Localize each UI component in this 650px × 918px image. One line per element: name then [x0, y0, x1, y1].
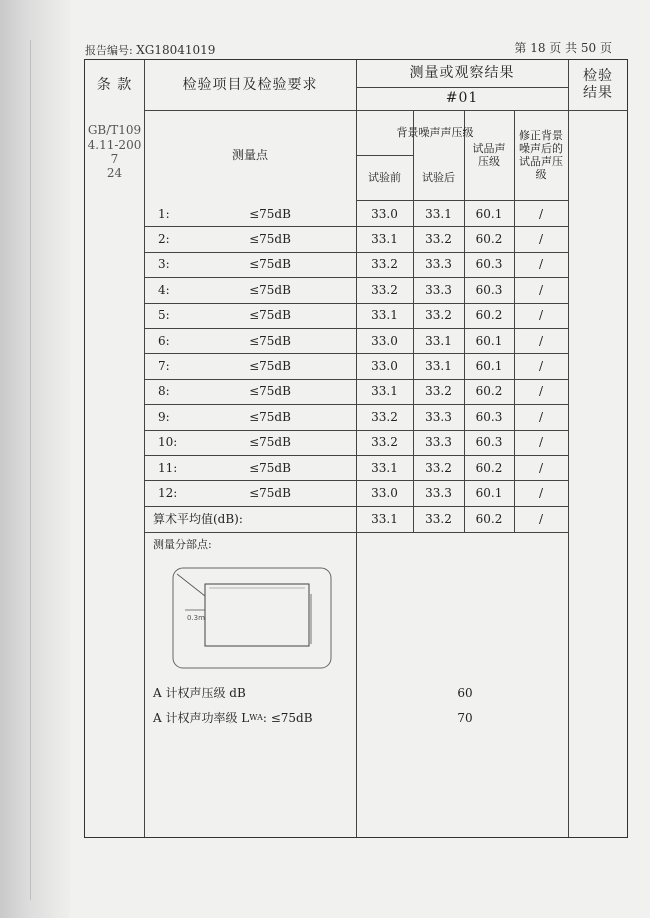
- sample-number: #01: [445, 90, 479, 107]
- background-before-value: 33.1: [371, 308, 398, 323]
- before-test-header: 试验前: [368, 170, 401, 184]
- corrected-level-value: /: [538, 485, 544, 500]
- noise-limit: ≤75dB: [249, 206, 291, 221]
- measure-point-number: 6:: [158, 333, 170, 348]
- noise-limit: ≤75dB: [249, 333, 291, 348]
- report-number-value: XG18041019: [136, 43, 216, 57]
- average-corrected: /: [538, 511, 544, 526]
- corrected-level-value: /: [538, 308, 544, 323]
- sample-level-value: 60.1: [475, 206, 503, 221]
- noise-limit: ≤75dB: [249, 409, 291, 424]
- background-before-value: 33.1: [371, 384, 398, 399]
- background-after-value: 33.1: [425, 333, 452, 348]
- clause-number: 24: [106, 165, 123, 180]
- average-label: 算术平均值(dB):: [153, 511, 243, 526]
- background-after-value: 33.1: [425, 358, 452, 373]
- measure-point-number: 5:: [158, 308, 170, 323]
- sample-level-value: 60.2: [475, 231, 503, 246]
- measure-point-number: 11:: [158, 460, 178, 475]
- corrected-level-header: 修正背景噪声后的试品声压级: [519, 128, 563, 182]
- sample-level-value: 60.1: [475, 485, 503, 500]
- background-after-value: 33.2: [425, 460, 452, 475]
- inspection-table: [84, 59, 628, 838]
- a-weighted-power-label: [153, 708, 363, 728]
- clause-header: 条 款: [96, 76, 133, 93]
- measure-point-number: 7:: [158, 358, 170, 373]
- noise-limit: ≤75dB: [249, 384, 291, 399]
- power-label-text: A 计权声功率级 L: [153, 710, 250, 725]
- measure-point-number: 1:: [158, 206, 170, 221]
- background-after-value: 33.2: [425, 308, 452, 323]
- background-before-value: 33.0: [371, 206, 398, 221]
- background-before-value: 33.1: [371, 231, 398, 246]
- binding-line: [30, 40, 31, 900]
- sample-level-value: 60.1: [475, 358, 503, 373]
- measure-point-number: 9:: [158, 409, 170, 424]
- background-after-value: 33.3: [425, 409, 452, 424]
- average-sample: 60.2: [475, 511, 503, 526]
- corrected-level-value: /: [538, 257, 544, 272]
- background-after-value: 33.3: [425, 257, 452, 272]
- power-label-subscript: WA: [249, 713, 263, 723]
- background-after-value: 33.3: [425, 435, 452, 450]
- after-test-header: 试验后: [422, 170, 455, 184]
- conclusion-header: 检验结果: [583, 68, 613, 101]
- background-before-value: 33.0: [371, 358, 398, 373]
- measure-point-number: 12:: [158, 485, 178, 500]
- noise-limit: ≤75dB: [249, 282, 291, 297]
- background-before-value: 33.1: [371, 460, 398, 475]
- sample-level-value: 60.2: [475, 308, 503, 323]
- item-header: 检验项目及检验要求: [182, 76, 318, 93]
- measure-point-number: 3:: [158, 257, 170, 272]
- noise-limit: ≤75dB: [249, 231, 291, 246]
- corrected-level-value: /: [538, 358, 544, 373]
- background-before-value: 33.2: [371, 435, 398, 450]
- corrected-level-value: /: [538, 460, 544, 475]
- sample-level-header: 试品声压级: [472, 141, 506, 168]
- sample-level-value: 60.2: [475, 384, 503, 399]
- background-after-value: 33.3: [425, 485, 452, 500]
- sample-level-value: 60.2: [475, 460, 503, 475]
- power-limit: : ≤75dB: [262, 710, 313, 725]
- noise-limit: ≤75dB: [249, 257, 291, 272]
- page-info: 第 18 页 共 50 页: [514, 41, 612, 55]
- clause-reference: GB/T1094.11-2007: [87, 123, 142, 167]
- average-before: 33.1: [371, 511, 398, 526]
- a-weighted-power-value: 70: [457, 710, 473, 725]
- measure-point-number: 8:: [158, 384, 170, 399]
- sample-level-value: 60.3: [475, 257, 503, 272]
- background-before-value: 33.2: [371, 257, 398, 272]
- distance-label: 0.3m: [187, 614, 205, 622]
- sample-level-value: 60.1: [475, 333, 503, 348]
- corrected-level-value: /: [538, 206, 544, 221]
- background-before-value: 33.2: [371, 409, 398, 424]
- report-number: [85, 42, 215, 58]
- distribution-label: 测量分部点:: [153, 538, 212, 552]
- background-after-value: 33.1: [425, 206, 452, 221]
- a-weighted-pressure-value: 60: [457, 685, 473, 700]
- noise-limit: ≤75dB: [249, 460, 291, 475]
- background-after-value: 33.2: [425, 231, 452, 246]
- sample-level-value: 60.3: [475, 409, 503, 424]
- measure-point-number: 2:: [158, 231, 170, 246]
- measure-point-header: 测量点: [231, 147, 268, 162]
- noise-limit: ≤75dB: [249, 358, 291, 373]
- background-after-value: 33.3: [425, 282, 452, 297]
- average-after: 33.2: [425, 511, 452, 526]
- background-before-value: 33.0: [371, 333, 398, 348]
- background-before-value: 33.2: [371, 282, 398, 297]
- measure-point-number: 4:: [158, 282, 170, 297]
- noise-limit: ≤75dB: [249, 435, 291, 450]
- sample-level-value: 60.3: [475, 435, 503, 450]
- measurement-point-diagram: [169, 566, 339, 672]
- background-noise-header: 背景噪声声压级: [396, 125, 474, 139]
- sample-level-value: 60.3: [475, 282, 503, 297]
- noise-limit: ≤75dB: [249, 308, 291, 323]
- corrected-level-value: /: [538, 409, 544, 424]
- a-weighted-pressure-label: A 计权声压级 dB: [153, 685, 246, 700]
- corrected-level-value: /: [538, 333, 544, 348]
- corrected-level-value: /: [538, 435, 544, 450]
- measure-point-number: 10:: [158, 435, 178, 450]
- background-before-value: 33.0: [371, 485, 398, 500]
- noise-limit: ≤75dB: [249, 485, 291, 500]
- binding-gutter: [0, 0, 70, 918]
- report-number-label: 报告编号:: [85, 44, 133, 57]
- background-after-value: 33.2: [425, 384, 452, 399]
- corrected-level-value: /: [538, 384, 544, 399]
- corrected-level-value: /: [538, 282, 544, 297]
- corrected-level-value: /: [538, 231, 544, 246]
- measure-header: 测量或观察结果: [409, 65, 515, 82]
